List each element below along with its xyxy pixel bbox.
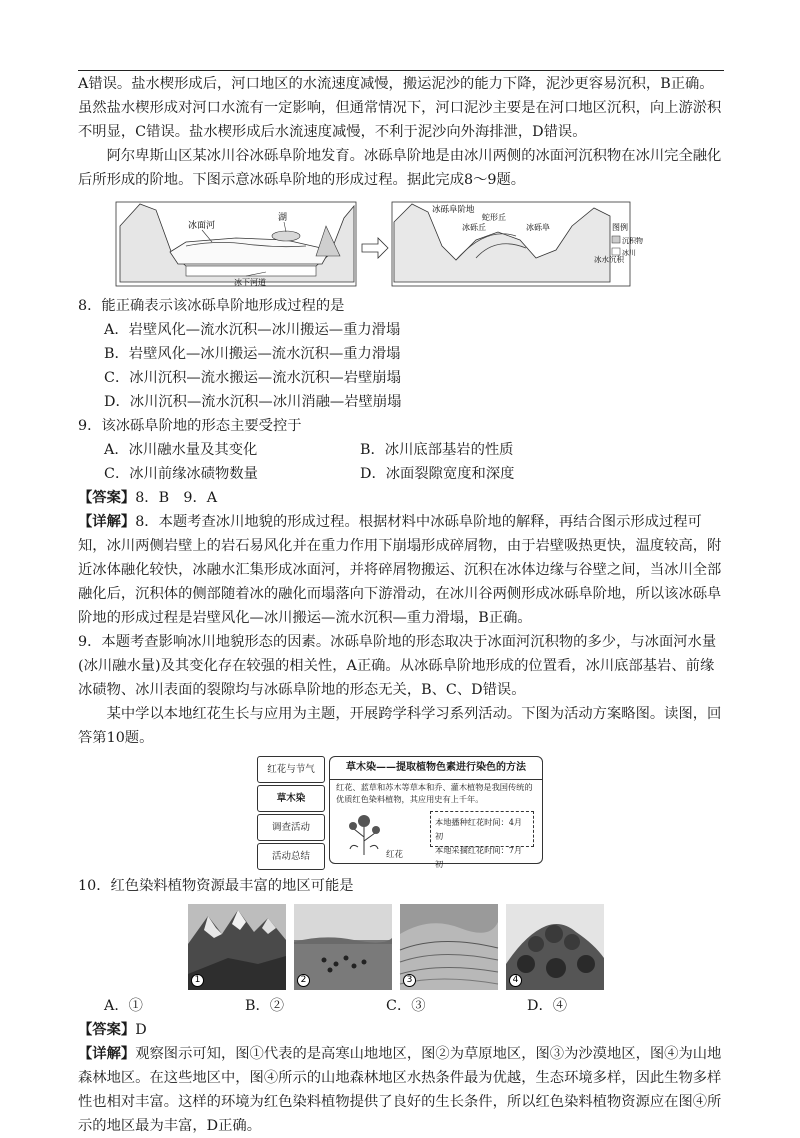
detail-tag: 【详解】 bbox=[78, 514, 136, 530]
label-snake: 蛇形丘 bbox=[482, 213, 506, 222]
photo-4-forest bbox=[506, 904, 604, 990]
photo-3-desert bbox=[400, 904, 498, 990]
glacier-terrace-diagram bbox=[78, 196, 724, 292]
plan-detail-desc: 红花、蓝草和苏木等草本和乔、灌木植物是我国传统的优质红色染料植物，其应用史有上千年。 bbox=[336, 782, 533, 804]
photo-3-number: 3 bbox=[403, 974, 416, 987]
answer-8-9 bbox=[78, 486, 724, 510]
document-page bbox=[78, 72, 724, 1138]
plan-item-3: 调查活动 bbox=[257, 814, 325, 841]
plan-detail-title: 草木染——提取植物色素进行染色的方法 bbox=[330, 757, 542, 780]
label-ice-river: 冰面河 bbox=[188, 221, 216, 231]
detail-9: 9．本题考查影响冰川地貌形态的因素。冰砾阜阶地的形态取决于冰面河沉积物的多少，与冰面河水量(冰川融水量)及其变化存在较强的相关性，A正确。从冰砾阜阶地形成的位置看，冰川底部基岩、前缘冰碛物、冰川表面的裂隙均与冰砾阜阶地的形态无关，B、C、D错误。 bbox=[78, 634, 717, 698]
photo-2-grassland bbox=[294, 904, 392, 990]
label-esker: 冰砾丘 bbox=[462, 223, 486, 232]
answer-text: 8．B 9．A bbox=[135, 490, 218, 506]
question-10-stem: 10．红色染料植物资源最丰富的地区可能是 bbox=[78, 878, 354, 894]
question-9-options-row2 bbox=[78, 462, 724, 486]
photo-1-number: 1 bbox=[191, 974, 204, 987]
question-9-option-d: D．冰面裂隙宽度和深度 bbox=[360, 466, 515, 482]
plan-left-column bbox=[257, 756, 325, 872]
question-8-option-b: B．岩壁风化—冰川搬运—流水沉积—重力滑塌 bbox=[104, 346, 401, 362]
activity-plan-figure bbox=[78, 756, 724, 868]
question-8-option-a: A．岩壁风化—流水沉积—冰川搬运—重力滑塌 bbox=[104, 322, 401, 338]
after-panel bbox=[392, 202, 643, 286]
question-8-option-d: D．冰川沉积—流水沉积—冰川消融—岩壁崩塌 bbox=[104, 394, 402, 410]
plan-item-2: 草木染 bbox=[257, 785, 325, 812]
arrow-icon bbox=[362, 238, 388, 258]
activity-plan bbox=[257, 756, 543, 869]
material-intro-2: 某中学以本地红花生长与应用为主题，开展跨学科学习系列活动。下图为活动方案略图。读图，回答第10题。 bbox=[78, 706, 722, 746]
detail-8-text: 8．本题考查冰川地貌的形成过程。根据材料中冰砾阜阶地的解释，再结合图示形成过程可知，冰川两侧岩壁上的岩石易风化并在重力作用下崩塌形成碎屑物，由于岩壁吸热更快，温度较高，附近冰体融化较快，冰融水汇集形成冰面河，并将碎屑物搬运、沉积在冰体边缘与谷壁之间，当冰川全部融化后，沉积体的侧部随着冰的融化而塌落向下游滑动，在冰川谷两侧形成冰砾阜阶地，所以该冰砾阜阶地的形成过程是岩壁风化—冰川搬运—流水沉积—重力滑塌，B正确。 bbox=[78, 514, 722, 626]
question-9-stem: 9．该冰砾阜阶地的形态主要受控于 bbox=[78, 418, 302, 434]
question-9-option-c: C．冰川前缘冰碛物数量 bbox=[104, 466, 258, 482]
header-rule bbox=[78, 70, 724, 71]
pick-time: 本地采摘红花时间：7月初 bbox=[435, 845, 523, 869]
landscape-photos bbox=[78, 904, 724, 990]
question-10-option-c: C．③ bbox=[386, 998, 426, 1014]
question-8-option-c: C．冰川沉积—流水搬运—流水沉积—岩壁崩塌 bbox=[104, 370, 401, 386]
answer-10-tag: 【答案】 bbox=[78, 1022, 136, 1038]
detail-10-text: 观察图示可知，图①代表的是高寒山地地区，图②为草原地区，图③为沙漠地区，图④为山地森林地区。在这些地区中，图④所示的山地森林地区水热条件最为优越，生态环境多样，因此生物多样性也相对丰富。这样的环境为红色染料植物提供了良好的生长条件，所以红色染料植物资源应在图④所示的地区最为丰富，D正确。 bbox=[78, 1046, 722, 1134]
answer-10-text: D bbox=[135, 1022, 147, 1038]
label-lake: 湖 bbox=[278, 213, 288, 223]
question-10-option-d: D．④ bbox=[527, 998, 568, 1014]
question-10-option-b: B．② bbox=[245, 998, 285, 1014]
question-9-option-a: A．冰川融水量及其变化 bbox=[104, 442, 258, 458]
detail-10 bbox=[78, 1042, 724, 1138]
plan-item-4: 活动总结 bbox=[257, 843, 325, 870]
plan-item-1: 红花与节气 bbox=[257, 756, 325, 783]
label-outwash: 冰水沉积 bbox=[594, 255, 624, 264]
answer-tag: 【答案】 bbox=[78, 490, 136, 506]
detail-8 bbox=[78, 510, 724, 630]
legend-sed-label: 沉积物 bbox=[622, 237, 643, 245]
label-subglacial: 冰下河道 bbox=[234, 278, 266, 287]
question-8-stem: 8．能正确表示该冰砾阜阶地形成过程的是 bbox=[78, 298, 345, 314]
question-9-option-b: B．冰川底部基岩的性质 bbox=[360, 442, 514, 458]
before-panel bbox=[116, 202, 356, 287]
photo-4-number: 4 bbox=[509, 974, 522, 987]
legend-title: 图例 bbox=[612, 223, 628, 232]
safflower-icon bbox=[344, 811, 384, 855]
safflower-label: 红花 bbox=[386, 850, 404, 860]
question-10-options bbox=[78, 994, 724, 1018]
photo-1-alpine bbox=[188, 904, 286, 990]
material-intro: 阿尔卑斯山区某冰川谷冰砾阜阶地发育。冰砾阜阶地是由冰川两侧的冰面河沉积物在冰川完全融化后所形成的阶地。下图示意冰砾阜阶地的形成过程。据此完成8～9题。 bbox=[78, 148, 722, 188]
legend-glacier-swatch bbox=[612, 248, 620, 255]
sow-time: 本地播种红花时间：4月初 bbox=[435, 817, 523, 841]
answer-10 bbox=[78, 1018, 724, 1042]
photo-2-number: 2 bbox=[297, 974, 310, 987]
label-terrace: 冰砾阜阶地 bbox=[432, 205, 475, 215]
label-kame: 冰砾阜 bbox=[526, 223, 550, 232]
question-10-option-a: A．① bbox=[104, 998, 143, 1014]
plan-detail-box bbox=[329, 756, 543, 869]
diagram-svg bbox=[116, 196, 643, 290]
question-9-options-row1 bbox=[78, 438, 724, 462]
plan-time-box bbox=[430, 811, 534, 869]
legend-glacier-label: 冰川 bbox=[622, 249, 636, 257]
detail-10-tag: 【详解】 bbox=[78, 1046, 136, 1062]
legend-sed-swatch bbox=[612, 236, 620, 243]
paragraph-prev-answer: A错误。盐水楔形成后，河口地区的水流速度减慢，搬运泥沙的能力下降，泥沙更容易沉积，B正确。虽然盐水楔形成对河口水流有一定影响，但通常情况下，河口泥沙主要是在河口地区沉积，向上游淤积不明显，C错误。盐水楔形成后水流速度减慢，不利于泥沙向外海排泄，D错误。 bbox=[78, 76, 722, 140]
